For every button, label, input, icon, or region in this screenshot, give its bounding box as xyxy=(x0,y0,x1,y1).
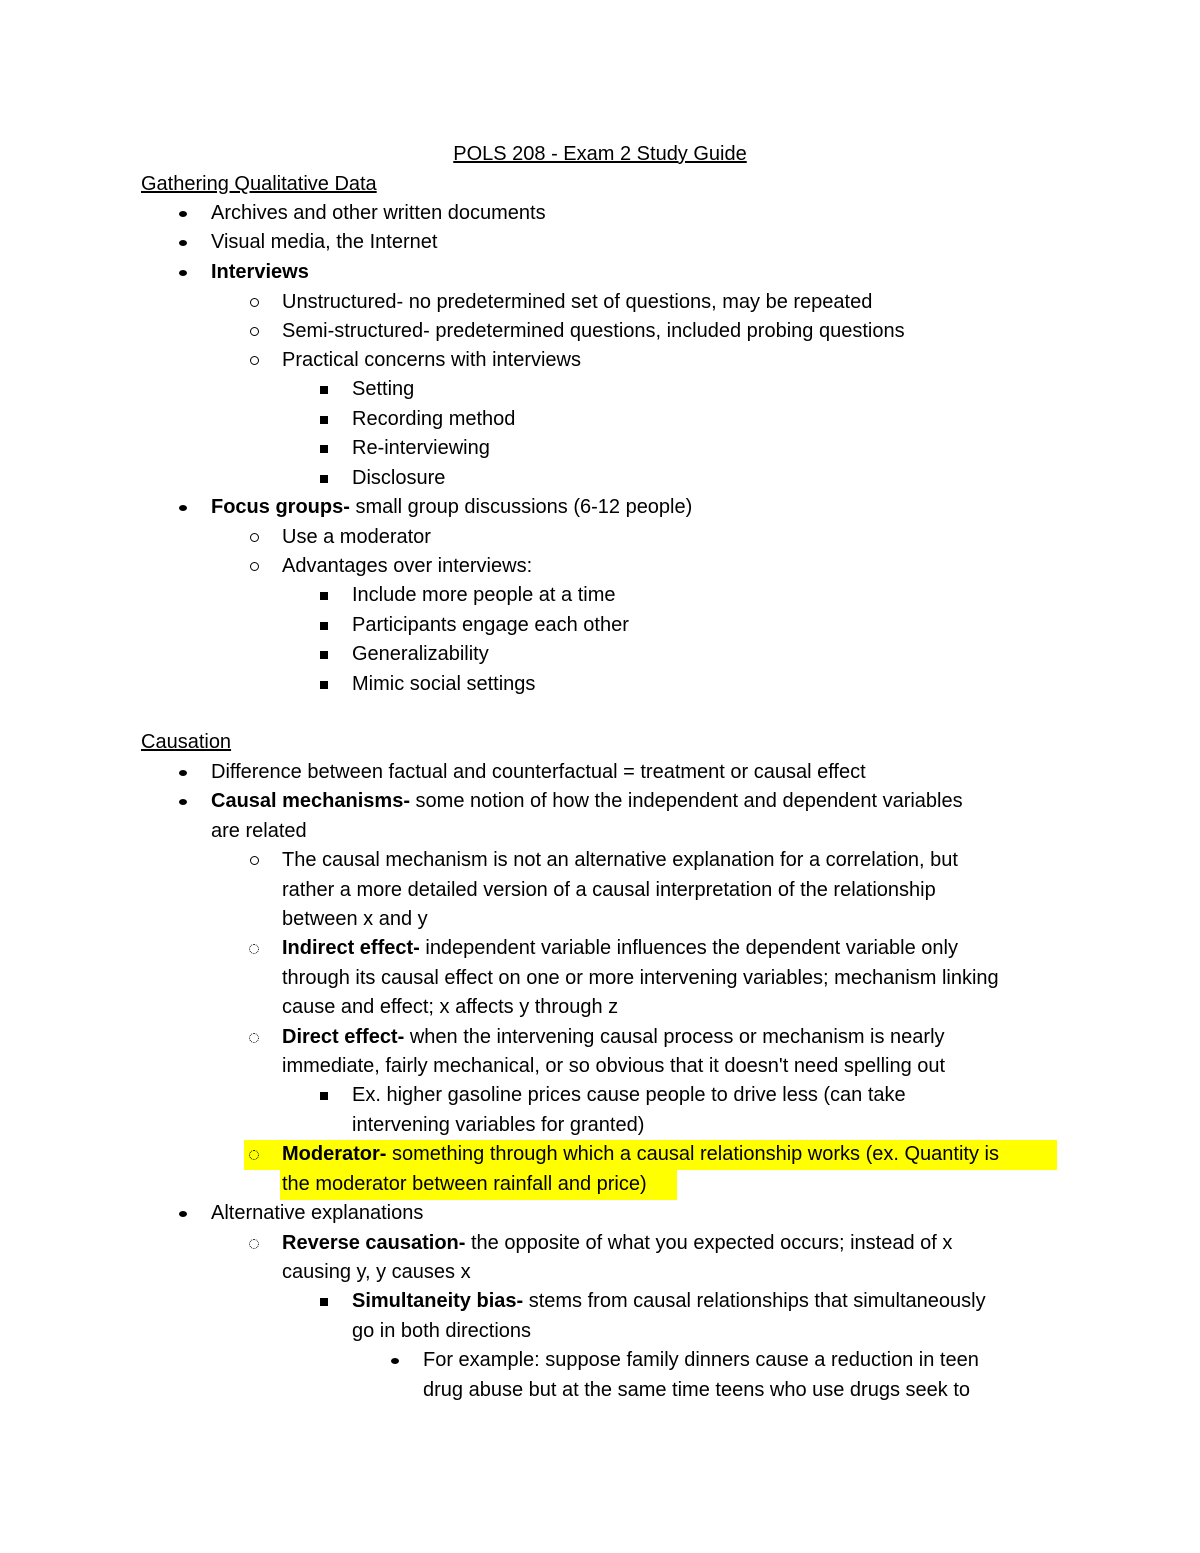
bullet-square-icon xyxy=(316,375,332,405)
list-item-text: Participants engage each other xyxy=(352,614,629,636)
bullet-square-icon xyxy=(316,464,332,494)
list-item-text: Re-interviewing xyxy=(352,437,490,459)
list-item-text: causing y, y causes x xyxy=(282,1261,471,1283)
list-item-text: Simultaneity bias- stems from causal relationships that simultaneously xyxy=(352,1290,986,1312)
bullet-filled-icon xyxy=(175,199,191,229)
list-item-text: the moderator between rainfall and price) xyxy=(282,1173,647,1195)
list-item-text: Mimic social settings xyxy=(352,673,536,695)
bullet-square-icon xyxy=(316,405,332,435)
bullet-filled-icon xyxy=(387,1346,403,1376)
bullet-filled-icon xyxy=(175,258,191,288)
list-item-text: Interviews xyxy=(211,261,309,283)
list-item-text: Difference between factual and counterfactual = treatment or causal effect xyxy=(211,761,866,783)
bullet-square-icon xyxy=(316,581,332,611)
list-item-text: Reverse causation- the opposite of what you expected occurs; instead of x xyxy=(282,1232,953,1254)
list-item-text: go in both directions xyxy=(352,1320,532,1342)
list-item-text: Include more people at a time xyxy=(352,584,616,606)
list-item-text: For example: suppose family dinners cause a reduction in teen xyxy=(423,1349,979,1371)
list-item-text: Generalizability xyxy=(352,643,489,665)
list-item-text: between x and y xyxy=(282,908,428,930)
bullet-hollow-icon xyxy=(246,523,262,553)
bullet-filled-icon xyxy=(175,787,191,817)
bullet-filled-icon xyxy=(175,493,191,523)
list-item-text: rather a more detailed version of a causal interpretation of the relationship xyxy=(282,879,936,901)
bullet-dotted-icon xyxy=(246,1023,262,1053)
bullet-dotted-icon xyxy=(246,934,262,964)
document-title: POLS 208 - Exam 2 Study Guide xyxy=(453,143,747,165)
list-item-text: Setting xyxy=(352,378,415,400)
list-item-text: Focus groups- small group discussions (6-12 people) xyxy=(211,496,693,518)
list-item-text: Indirect effect- independent variable influences the dependent variable only xyxy=(282,937,958,959)
list-item-text: Practical concerns with interviews xyxy=(282,349,581,371)
bullet-square-icon xyxy=(316,434,332,464)
list-item-text: drug abuse but at the same time teens who use drugs seek to xyxy=(423,1379,970,1401)
bullet-square-icon xyxy=(316,611,332,641)
list-item-text: Use a moderator xyxy=(282,526,431,548)
bullet-square-icon xyxy=(316,1287,332,1317)
list-item-text: Visual media, the Internet xyxy=(211,231,438,253)
bullet-filled-icon xyxy=(175,228,191,258)
bullet-square-icon xyxy=(316,670,332,700)
list-item-text: Direct effect- when the intervening causal process or mechanism is nearly xyxy=(282,1026,945,1048)
bullet-hollow-icon xyxy=(246,317,262,347)
list-item-text: Ex. higher gasoline prices cause people to drive less (can take xyxy=(352,1084,906,1106)
bullet-square-icon xyxy=(316,640,332,670)
list-item-text: Semi-structured- predetermined questions, included probing questions xyxy=(282,320,905,342)
list-item-text: are related xyxy=(211,820,307,842)
bullet-filled-icon xyxy=(175,758,191,788)
list-item-text: Advantages over interviews: xyxy=(282,555,533,577)
bullet-dotted-icon xyxy=(246,1229,262,1259)
list-item-text: Recording method xyxy=(352,408,516,430)
bullet-hollow-icon xyxy=(246,552,262,582)
list-item-text: Moderator- something through which a causal relationship works (ex. Quantity is xyxy=(282,1143,999,1165)
bullet-filled-icon xyxy=(175,1199,191,1229)
list-item-text: Disclosure xyxy=(352,467,446,489)
list-item-text: immediate, fairly mechanical, or so obvious that it doesn't need spelling out xyxy=(282,1055,946,1077)
list-item-text: Unstructured- no predetermined set of questions, may be repeated xyxy=(282,291,873,313)
list-item-text: Causal mechanisms- some notion of how the independent and dependent variables xyxy=(211,790,963,812)
list-item-text: Alternative explanations xyxy=(211,1202,424,1224)
section-heading-causation: Causation xyxy=(141,731,232,753)
bullet-hollow-icon xyxy=(246,846,262,876)
bullet-hollow-icon xyxy=(246,288,262,318)
bullet-square-icon xyxy=(316,1081,332,1111)
list-item-text: Archives and other written documents xyxy=(211,202,546,224)
list-item-text: cause and effect; x affects y through z xyxy=(282,996,619,1018)
bullet-dotted-icon xyxy=(246,1140,262,1170)
list-item-text: through its causal effect on one or more intervening variables; mechanism linking xyxy=(282,967,999,989)
section-heading-gathering: Gathering Qualitative Data xyxy=(141,173,377,195)
bullet-hollow-icon xyxy=(246,346,262,376)
list-item-text: The causal mechanism is not an alternative explanation for a correlation, but xyxy=(282,849,958,871)
list-item-text: intervening variables for granted) xyxy=(352,1114,645,1136)
